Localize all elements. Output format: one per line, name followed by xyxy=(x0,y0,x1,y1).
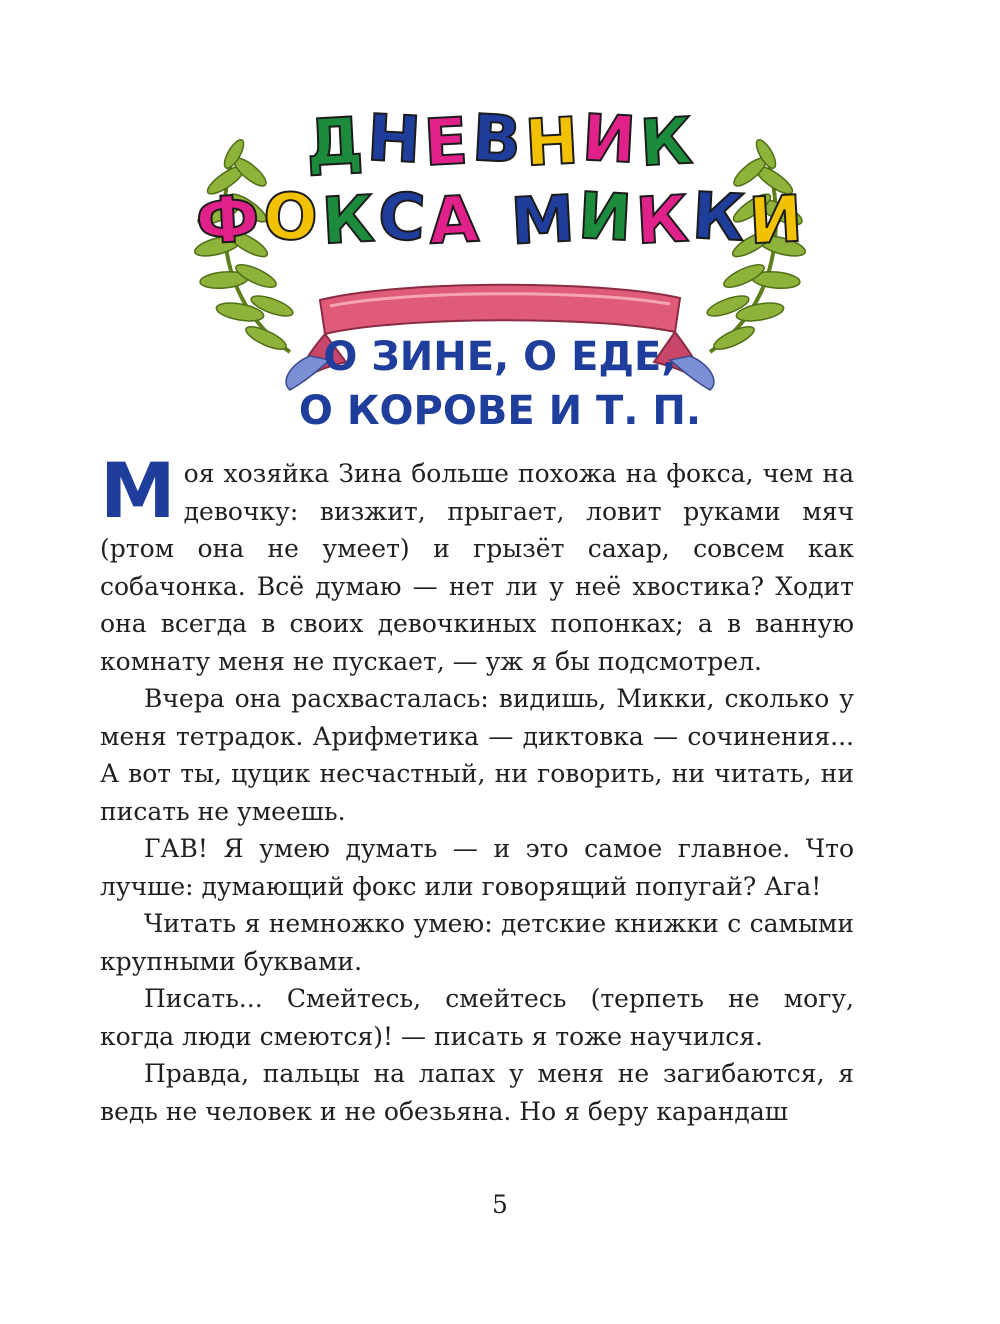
paragraph: ГАВ! Я умею думать — и это самое главное. Что лучше: думающий фокс или говорящий попугай? Ага! xyxy=(100,834,854,901)
title-letter: И xyxy=(576,179,636,257)
paragraph-1 xyxy=(100,446,854,680)
title-letter: К xyxy=(690,179,749,257)
body-text xyxy=(100,446,854,1130)
page-number: 5 xyxy=(492,1190,508,1219)
title-letter: В xyxy=(470,101,525,179)
paragraph-1-text: оя хозяйка Зина больше похожа на фокса, чем на девочку: визжит, прыгает, ловит руками мяч (ртом она не умеет) и грызёт сахар, совсем как собачонка. Всё думаю — нет ли у неё хвостика? Ходит она всегда в своих девочкиных попонках; а в ванную комнату меня не пускает, — уж я бы подсмотрел. xyxy=(100,459,854,676)
title-letter: И xyxy=(746,182,806,260)
title-letter: К xyxy=(633,182,693,260)
title-letter: И xyxy=(580,101,640,179)
title-letter: Ф xyxy=(194,182,264,260)
chapter-header xyxy=(0,80,1000,440)
paragraph: Писать... Смейтесь, смейтесь (терпеть не могу, когда люди смеются)! — писать я тоже научился. xyxy=(100,984,854,1051)
book-title-line-1 xyxy=(0,101,1000,182)
title-letter: Н xyxy=(365,101,425,179)
title-line-2-word-1 xyxy=(508,179,806,260)
chapter-title-line-2: О КОРОВЕ И Т. П. xyxy=(298,388,702,434)
title-letter: О xyxy=(261,179,322,257)
title-line-2-word-0 xyxy=(194,179,483,260)
title-letter: К xyxy=(319,182,379,260)
drop-cap: М xyxy=(100,446,176,535)
title-letter: Д xyxy=(303,104,367,182)
title-letter: Н xyxy=(522,104,583,182)
paragraph: Читать я немножко умею: детские книжки с самыми крупными буквами. xyxy=(100,909,854,976)
title-letter: М xyxy=(508,182,579,260)
title-letter: С xyxy=(376,179,430,257)
chapter-title-line-1: О ЗИНЕ, О ЕДЕ, xyxy=(323,334,677,380)
title-letter: А xyxy=(427,182,483,260)
book-title-line-2 xyxy=(0,179,1000,260)
paragraph: Вчера она расхвасталась: видишь, Микки, сколько у меня тетрадок. Арифметика — диктовка — сочинения... А вот ты, цуцик несчастный, ни говорить, ни читать, ни писать не умеешь. xyxy=(100,684,854,826)
title-letter: К xyxy=(638,104,697,182)
title-line-1-word-0 xyxy=(303,101,697,182)
paragraph: Правда, пальцы на лапах у меня не загибаются, я ведь не человек и не обезьяна. Но я беру карандаш xyxy=(100,1059,854,1126)
title-letter: Е xyxy=(422,104,472,182)
